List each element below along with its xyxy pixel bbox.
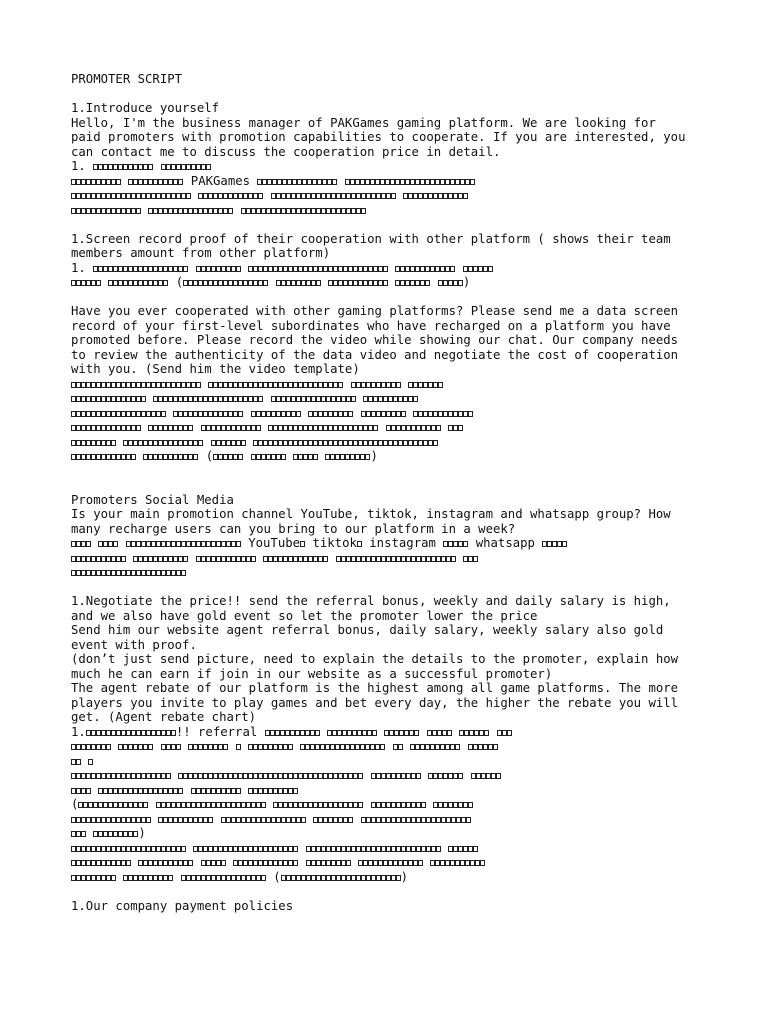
intro-text-line: paid promoters with promotion capabilities to cooperate. If you are interested, you xyxy=(71,130,686,144)
section-heading-payment-policies: 1.Our company payment policies xyxy=(71,898,294,913)
negotiate-translated-line: ( xyxy=(71,797,711,812)
negotiate-translated-line xyxy=(71,783,711,798)
negotiate-translated-line: ) xyxy=(71,826,711,841)
missing-glyph-box xyxy=(507,730,512,736)
missing-glyph-box xyxy=(348,817,353,823)
missing-glyph-box xyxy=(414,730,419,736)
negotiate-text-line: 1.Negotiate the price!! send the referral bonus, weekly and daily salary is high, xyxy=(71,594,671,608)
missing-glyph-box xyxy=(458,280,463,286)
missing-glyph-box xyxy=(256,425,261,431)
intro-translated-line: PAKGames xyxy=(71,174,711,189)
missing-glyph-box xyxy=(181,570,186,576)
missing-glyph-box xyxy=(148,164,153,170)
negotiate-text-line: Send him our website agent referral bonus, daily salary, weekly salary also gold xyxy=(71,623,664,637)
missing-glyph-box xyxy=(436,846,441,852)
missing-glyph-box xyxy=(365,454,370,460)
negotiate-translated-line: 1. !! referral xyxy=(71,725,711,740)
missing-glyph-box xyxy=(186,193,191,199)
missing-glyph-box xyxy=(458,425,463,431)
missing-glyph-box xyxy=(458,773,463,779)
missing-glyph-box xyxy=(111,875,116,881)
proof-question-translated-line xyxy=(71,377,711,392)
missing-glyph-box xyxy=(208,817,213,823)
missing-glyph-box xyxy=(238,454,243,460)
missing-glyph-box xyxy=(425,280,430,286)
document-body xyxy=(71,72,711,913)
missing-glyph-box xyxy=(484,730,489,736)
missing-glyph-box xyxy=(496,773,501,779)
missing-glyph-box xyxy=(168,875,173,881)
missing-glyph-box xyxy=(293,846,298,852)
missing-glyph-box xyxy=(161,411,166,417)
missing-glyph-box xyxy=(468,411,473,417)
missing-glyph-box xyxy=(450,266,455,272)
missing-glyph-box xyxy=(418,860,423,866)
missing-glyph-box xyxy=(258,396,263,402)
negotiate-text-line: much he can earn if join in our website as a successful promoter) xyxy=(71,666,553,681)
section-heading-introduce: 1.Introduce yourself xyxy=(71,101,220,115)
missing-glyph-box xyxy=(121,556,126,562)
social-text-line: Is your main promotion channel YouTube, tiktok, instagram and whatsapp group? How xyxy=(71,507,671,521)
missing-glyph-box xyxy=(401,411,406,417)
missing-glyph-box xyxy=(76,759,81,765)
missing-glyph-box xyxy=(188,425,193,431)
negotiate-text-line: players you invite to play games and bet every day, the higher the rebate you will xyxy=(71,695,679,710)
missing-glyph-box xyxy=(372,730,377,736)
blank-line xyxy=(71,217,711,232)
missing-glyph-box xyxy=(111,440,116,446)
intro-translated-line: 1. xyxy=(71,159,711,174)
missing-glyph-box xyxy=(421,802,426,808)
missing-glyph-box xyxy=(261,875,266,881)
social-translated-line xyxy=(71,565,711,580)
missing-glyph-box xyxy=(178,179,183,185)
missing-glyph-box xyxy=(488,266,493,272)
section-heading-proof: 1.Screen record proof of their cooperation with other platform ( shows their team xyxy=(71,231,671,246)
intro-text-line: Hello, I'm the business manager of PAKGames gaming platform. We are looking for xyxy=(71,115,656,130)
missing-glyph-box xyxy=(315,730,320,736)
missing-glyph-box xyxy=(261,802,266,808)
missing-glyph-box xyxy=(348,411,353,417)
proof-question-translated-line xyxy=(71,435,711,450)
missing-glyph-box xyxy=(221,860,226,866)
missing-glyph-box xyxy=(258,193,263,199)
missing-glyph-box xyxy=(463,541,468,547)
missing-glyph-box xyxy=(136,208,141,214)
missing-glyph-box xyxy=(313,454,318,460)
missing-glyph-box xyxy=(86,541,91,547)
missing-glyph-box xyxy=(206,164,211,170)
missing-glyph-box xyxy=(166,773,171,779)
missing-glyph-box xyxy=(332,179,337,185)
missing-glyph-box xyxy=(228,208,233,214)
missing-glyph-box xyxy=(358,802,363,808)
missing-glyph-box xyxy=(455,744,460,750)
missing-glyph-box xyxy=(281,454,286,460)
missing-glyph-box xyxy=(113,541,118,547)
blank-line xyxy=(71,580,711,595)
blank-line xyxy=(71,464,711,479)
missing-glyph-box xyxy=(116,179,121,185)
missing-glyph-box xyxy=(293,860,298,866)
missing-glyph-box xyxy=(463,193,468,199)
missing-glyph-box xyxy=(293,788,298,794)
missing-glyph-box xyxy=(438,382,443,388)
missing-glyph-box xyxy=(391,193,396,199)
missing-glyph-box xyxy=(178,788,183,794)
missing-glyph-box xyxy=(236,541,241,547)
missing-glyph-box xyxy=(473,846,478,852)
missing-glyph-box xyxy=(361,208,366,214)
missing-glyph-box xyxy=(351,396,356,402)
missing-glyph-box xyxy=(383,266,388,272)
negotiate-text-line: The agent rebate of our platform is the highest among all game platforms. The more xyxy=(71,681,679,695)
missing-glyph-box xyxy=(188,860,193,866)
missing-glyph-box xyxy=(263,280,268,286)
negotiate-text-line: (don’t just send picture, need to explain the details to the promoter, explain how xyxy=(71,652,679,666)
missing-glyph-box xyxy=(193,454,198,460)
missing-glyph-box xyxy=(436,425,441,431)
missing-glyph-box xyxy=(131,454,136,460)
social-translated-line xyxy=(71,551,711,566)
missing-glyph-box xyxy=(413,396,418,402)
missing-glyph-box xyxy=(126,860,131,866)
proof-question-line: to review the authenticity of the data video and negotiate the cost of cooperation xyxy=(71,347,679,362)
missing-glyph-box xyxy=(373,425,378,431)
blank-line xyxy=(71,290,711,305)
missing-glyph-box xyxy=(451,556,456,562)
negotiate-translated-line xyxy=(71,739,711,754)
missing-glyph-box xyxy=(380,744,385,750)
proof-question-line: record of your first-level subordinates who have recharged on a platform you have xyxy=(71,318,671,333)
missing-glyph-box xyxy=(416,773,421,779)
blank-line xyxy=(71,478,711,493)
missing-glyph-box xyxy=(196,382,201,388)
section-heading-social-media: Promoters Social Media xyxy=(71,492,234,507)
proof-question-line: promoted before. Please record the video while showing our chat. Our company needs xyxy=(71,333,679,347)
missing-glyph-box xyxy=(383,280,388,286)
missing-glyph-box xyxy=(396,875,401,881)
missing-glyph-box xyxy=(338,382,343,388)
missing-glyph-box xyxy=(238,411,243,417)
social-text-line: many recharge users can you bring to our platform in a week? xyxy=(71,521,516,536)
negotiate-translated-line xyxy=(71,768,711,783)
missing-glyph-box xyxy=(163,280,168,286)
missing-glyph-box xyxy=(236,788,241,794)
negotiate-translated-line xyxy=(71,855,711,870)
missing-glyph-box xyxy=(251,556,256,562)
missing-glyph-box xyxy=(398,744,403,750)
negotiate-translated-line xyxy=(71,812,711,827)
proof-translated-line: 1. xyxy=(71,261,711,276)
missing-glyph-box xyxy=(493,744,498,750)
missing-glyph-box xyxy=(181,846,186,852)
missing-glyph-box xyxy=(183,266,188,272)
missing-glyph-box xyxy=(468,802,473,808)
missing-glyph-box xyxy=(81,831,86,837)
intro-translated-line xyxy=(71,188,711,203)
missing-glyph-box xyxy=(148,744,153,750)
missing-glyph-box xyxy=(183,556,188,562)
missing-glyph-box xyxy=(146,817,151,823)
missing-glyph-box xyxy=(171,730,176,736)
missing-glyph-box xyxy=(447,730,452,736)
document-title: PROMOTER SCRIPT xyxy=(71,72,183,86)
missing-glyph-box xyxy=(562,541,567,547)
missing-glyph-box xyxy=(106,744,111,750)
negotiate-text-line: event with proof. xyxy=(71,637,197,652)
proof-question-translated-line xyxy=(71,391,711,406)
missing-glyph-box xyxy=(473,556,478,562)
blank-line xyxy=(71,87,711,102)
missing-glyph-box xyxy=(136,425,141,431)
proof-question-translated-line xyxy=(71,406,711,421)
missing-glyph-box xyxy=(466,817,471,823)
proof-question-line: with you. (Send him the video template) xyxy=(71,362,360,376)
blank-line xyxy=(71,884,711,899)
missing-glyph-box xyxy=(296,411,301,417)
missing-glyph-box xyxy=(198,440,203,446)
missing-glyph-box xyxy=(176,744,181,750)
missing-glyph-box xyxy=(88,759,93,765)
missing-glyph-box xyxy=(133,831,138,837)
missing-glyph-box xyxy=(480,860,485,866)
negotiate-translated-line: ( ) xyxy=(71,870,711,885)
missing-glyph-box xyxy=(236,744,241,750)
missing-glyph-box xyxy=(241,440,246,446)
negotiate-text-line: and we also have gold event so let the promoter lower the price xyxy=(71,608,538,623)
missing-glyph-box xyxy=(300,541,305,547)
proof-question-translated-line: ( ) xyxy=(71,449,711,464)
negotiate-translated-line xyxy=(71,754,711,769)
negotiate-text-line: get. (Agent rebate chart) xyxy=(71,710,257,724)
intro-translated-line xyxy=(71,203,711,218)
missing-glyph-box xyxy=(346,860,351,866)
missing-glyph-box xyxy=(141,396,146,402)
intro-text-line: can contact me to discuss the cooperation price in detail. xyxy=(71,144,501,159)
proof-question-translated-line xyxy=(71,420,711,435)
missing-glyph-box xyxy=(96,280,101,286)
missing-glyph-box xyxy=(223,744,228,750)
missing-glyph-box xyxy=(236,266,241,272)
missing-glyph-box xyxy=(316,280,321,286)
missing-glyph-box xyxy=(301,817,306,823)
negotiate-translated-line xyxy=(71,841,711,856)
section-heading-proof: members amount from other platform) xyxy=(71,246,331,260)
missing-glyph-box xyxy=(433,440,438,446)
proof-translated-line: ( ) xyxy=(71,275,711,290)
missing-glyph-box xyxy=(143,802,148,808)
missing-glyph-box xyxy=(288,744,293,750)
missing-glyph-box xyxy=(358,773,363,779)
proof-question-line: Have you ever cooperated with other gaming platforms? Please send me a data screen xyxy=(71,304,679,318)
missing-glyph-box xyxy=(470,179,475,185)
missing-glyph-box xyxy=(396,382,401,388)
missing-glyph-box xyxy=(86,788,91,794)
missing-glyph-box xyxy=(357,541,362,547)
social-translated-line: YouTube tiktok instagram whatsapp xyxy=(71,536,711,551)
missing-glyph-box xyxy=(323,556,328,562)
